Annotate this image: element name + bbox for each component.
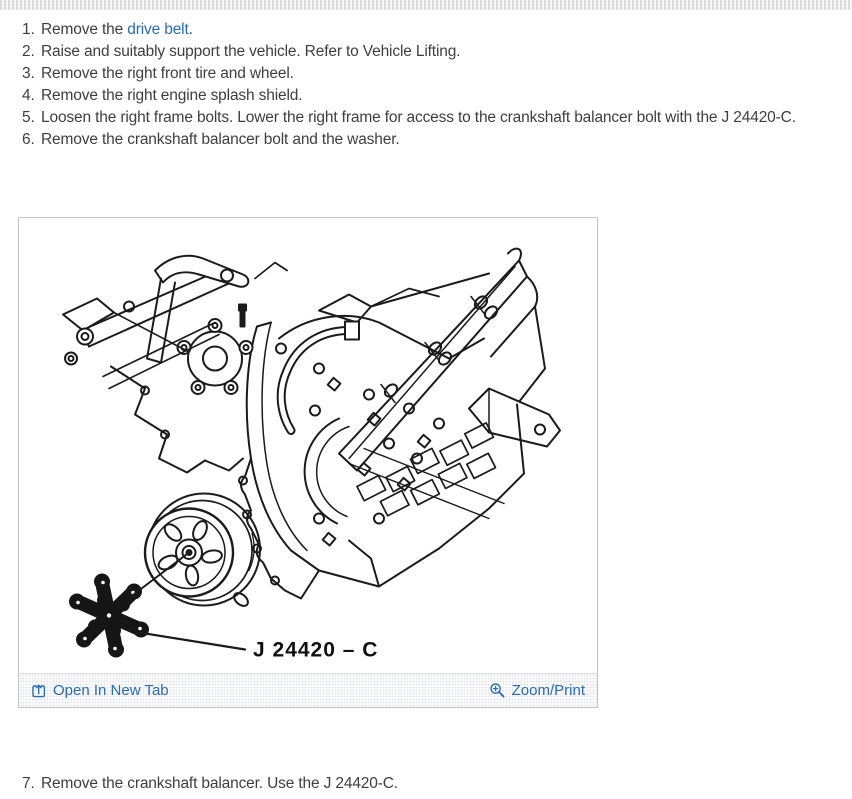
step-text: Remove the crankshaft balancer bolt and the washer. (41, 131, 400, 148)
instruction-step-7 (22, 773, 844, 795)
step-number: 4. (22, 87, 35, 104)
step-text (41, 19, 193, 41)
engine-diagram (19, 218, 597, 673)
step-number: 1. (22, 21, 35, 38)
open-in-new-tab-label: Open In New Tab (53, 682, 169, 699)
step-text: Remove the right front tire and wheel. (41, 65, 294, 82)
tool-label: J 24420 – C (253, 638, 379, 662)
step-number: 5. (22, 109, 35, 126)
frame-rail (255, 249, 560, 471)
step-number: 7. (22, 775, 35, 792)
step-text: Remove the crankshaft balancer. Use the J 24420-C. (41, 775, 398, 792)
step-number: 3. (22, 65, 35, 82)
open-in-new-tab-link[interactable] (31, 682, 169, 699)
instruction-step-6 (22, 129, 844, 151)
puller-tool (70, 575, 148, 657)
step-text: Remove the right engine splash shield. (41, 87, 303, 104)
zoom-print-label: Zoom/Print (511, 682, 585, 699)
step-text: Loosen the right frame bolts. Lower the right frame for access to the crankshaft balancer bolt with the J 24420-C. (41, 109, 796, 126)
engine-block (239, 274, 524, 599)
instruction-step-3 (22, 63, 844, 85)
instruction-step-7-container (22, 773, 844, 795)
step-number: 2. (22, 43, 35, 60)
drive-belt-link[interactable]: drive belt (127, 21, 189, 38)
zoom-print-link[interactable] (489, 682, 585, 699)
crankshaft-balancer-pulley (145, 494, 260, 609)
figure-footer-bar (19, 673, 597, 707)
water-pump (178, 319, 253, 394)
engine-line-art (19, 218, 597, 673)
instruction-list (22, 19, 844, 151)
open-in-new-tab-icon (31, 683, 47, 699)
step-number: 6. (22, 131, 35, 148)
step-text: Raise and suitably support the vehicle. Refer to Vehicle Lifting. (41, 43, 461, 60)
instruction-step-4 (22, 85, 844, 107)
instruction-step-5 (22, 107, 844, 129)
instruction-step-2 (22, 41, 844, 63)
magnifier-plus-icon (489, 682, 506, 699)
top-texture-band (0, 0, 852, 10)
figure-panel (18, 217, 598, 708)
step-text-post: . (188, 21, 193, 38)
step-text-pre: Remove the (41, 21, 128, 38)
instruction-step-1 (22, 19, 844, 41)
